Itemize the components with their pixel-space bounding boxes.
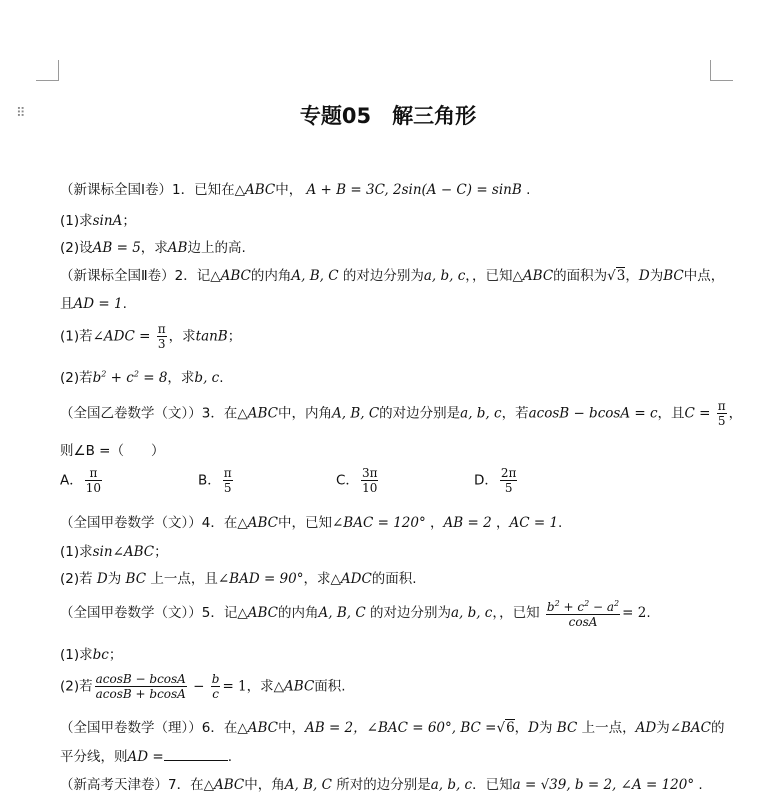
question-4-part-2: (2)若 D为 BC 上一点，且∠BAD = 90°，求△ADC的面积. — [60, 571, 417, 587]
question-1: （新课标全国Ⅰ卷）1．已知在△ABC中， A + B = 3C, 2sin(A − C) = sinB . — [60, 182, 531, 198]
question-4: （全国甲卷数学（文））4．在△ABC中，已知∠BAC = 120° ，AB = 2 ，AC = 1. — [60, 515, 563, 531]
question-6: （全国甲卷数学（理））6．在△ABC中，AB = 2，∠BAC = 60°, BC =√6，D为 BC 上一点，AD为∠BAC的 — [60, 720, 725, 736]
fraction-pi-over-5: $\frac{\pi}{5}$ — [717, 399, 726, 428]
question-2-part-2: (2)若$b^2 + c^2 = 8$，求b, c. — [60, 369, 224, 386]
question-2-part-1: (1)若∠ADC = $\frac{\pi}{3}$ ，求tanB； — [60, 322, 242, 351]
option-b[interactable]: B． $\frac{\pi}{5}$ — [198, 466, 232, 495]
question-3-line-2: 则∠B =（ ） — [60, 443, 165, 459]
question-4-part-1: (1)求sin∠ABC； — [60, 544, 168, 560]
page-corner-marker-top-right — [710, 60, 733, 81]
option-c[interactable]: C． $\frac{3\pi}{10}$ — [336, 466, 378, 495]
question-2-line-2: 且AD = 1. — [60, 296, 127, 312]
question-2: （新课标全国Ⅱ卷）2．记△ABC的内角A, B, C 的对边分别为a, b, c，，已知△ABC的面积为√3，D为BC中点， — [60, 268, 725, 284]
option-a[interactable]: A． $\frac{\pi}{10}$ — [60, 466, 102, 495]
question-5-part-1: (1)求bc； — [60, 647, 123, 663]
question-3: （全国乙卷数学（文））3．在△ABC中，内角A, B, C的对边分别是a, b, c，若acosB − bcosA = c，且C = $\frac{\pi}{5}$ ， — [60, 399, 743, 428]
question-1-part-2: (2)设AB = 5，求AB边上的高. — [60, 240, 246, 256]
question-5-part-2: (2)若 $\frac{acosB - bcosA}{acosB + bcosA}$ − $\frac{b}{c}$ = 1，求△ABC面积. — [60, 672, 346, 701]
drag-handle-icon[interactable]: ⠿ — [16, 106, 27, 121]
answer-blank[interactable] — [164, 748, 228, 761]
question-5: （全国甲卷数学（文））5．记△ABC的内角A, B, C 的对边分别为a, b, c，，已知 $\frac{b^2 + c^2 - a^2}{\cos A}$ = 2. — [60, 599, 651, 629]
fraction-cosine-rule: $\frac{b^2 + c^2 - a^2}{\cos A}$ — [546, 599, 620, 629]
page-corner-marker-top-left — [36, 60, 59, 81]
question-6-line-2: 平分线，则AD = . — [60, 749, 232, 765]
option-d[interactable]: D． $\frac{2\pi}{5}$ — [474, 466, 517, 495]
question-7: （新高考天津卷）7．在△ABC中，角A, B, C 所对的边分别是a, b, c．已知a = √39, b = 2, ∠A = 120° . — [60, 777, 703, 793]
fraction-pi-over-3: $\frac{\pi}{3}$ — [157, 322, 166, 351]
question-1-part-1: (1)求sinA； — [60, 213, 136, 229]
document-title: 专题05 解三角形 — [299, 104, 477, 128]
